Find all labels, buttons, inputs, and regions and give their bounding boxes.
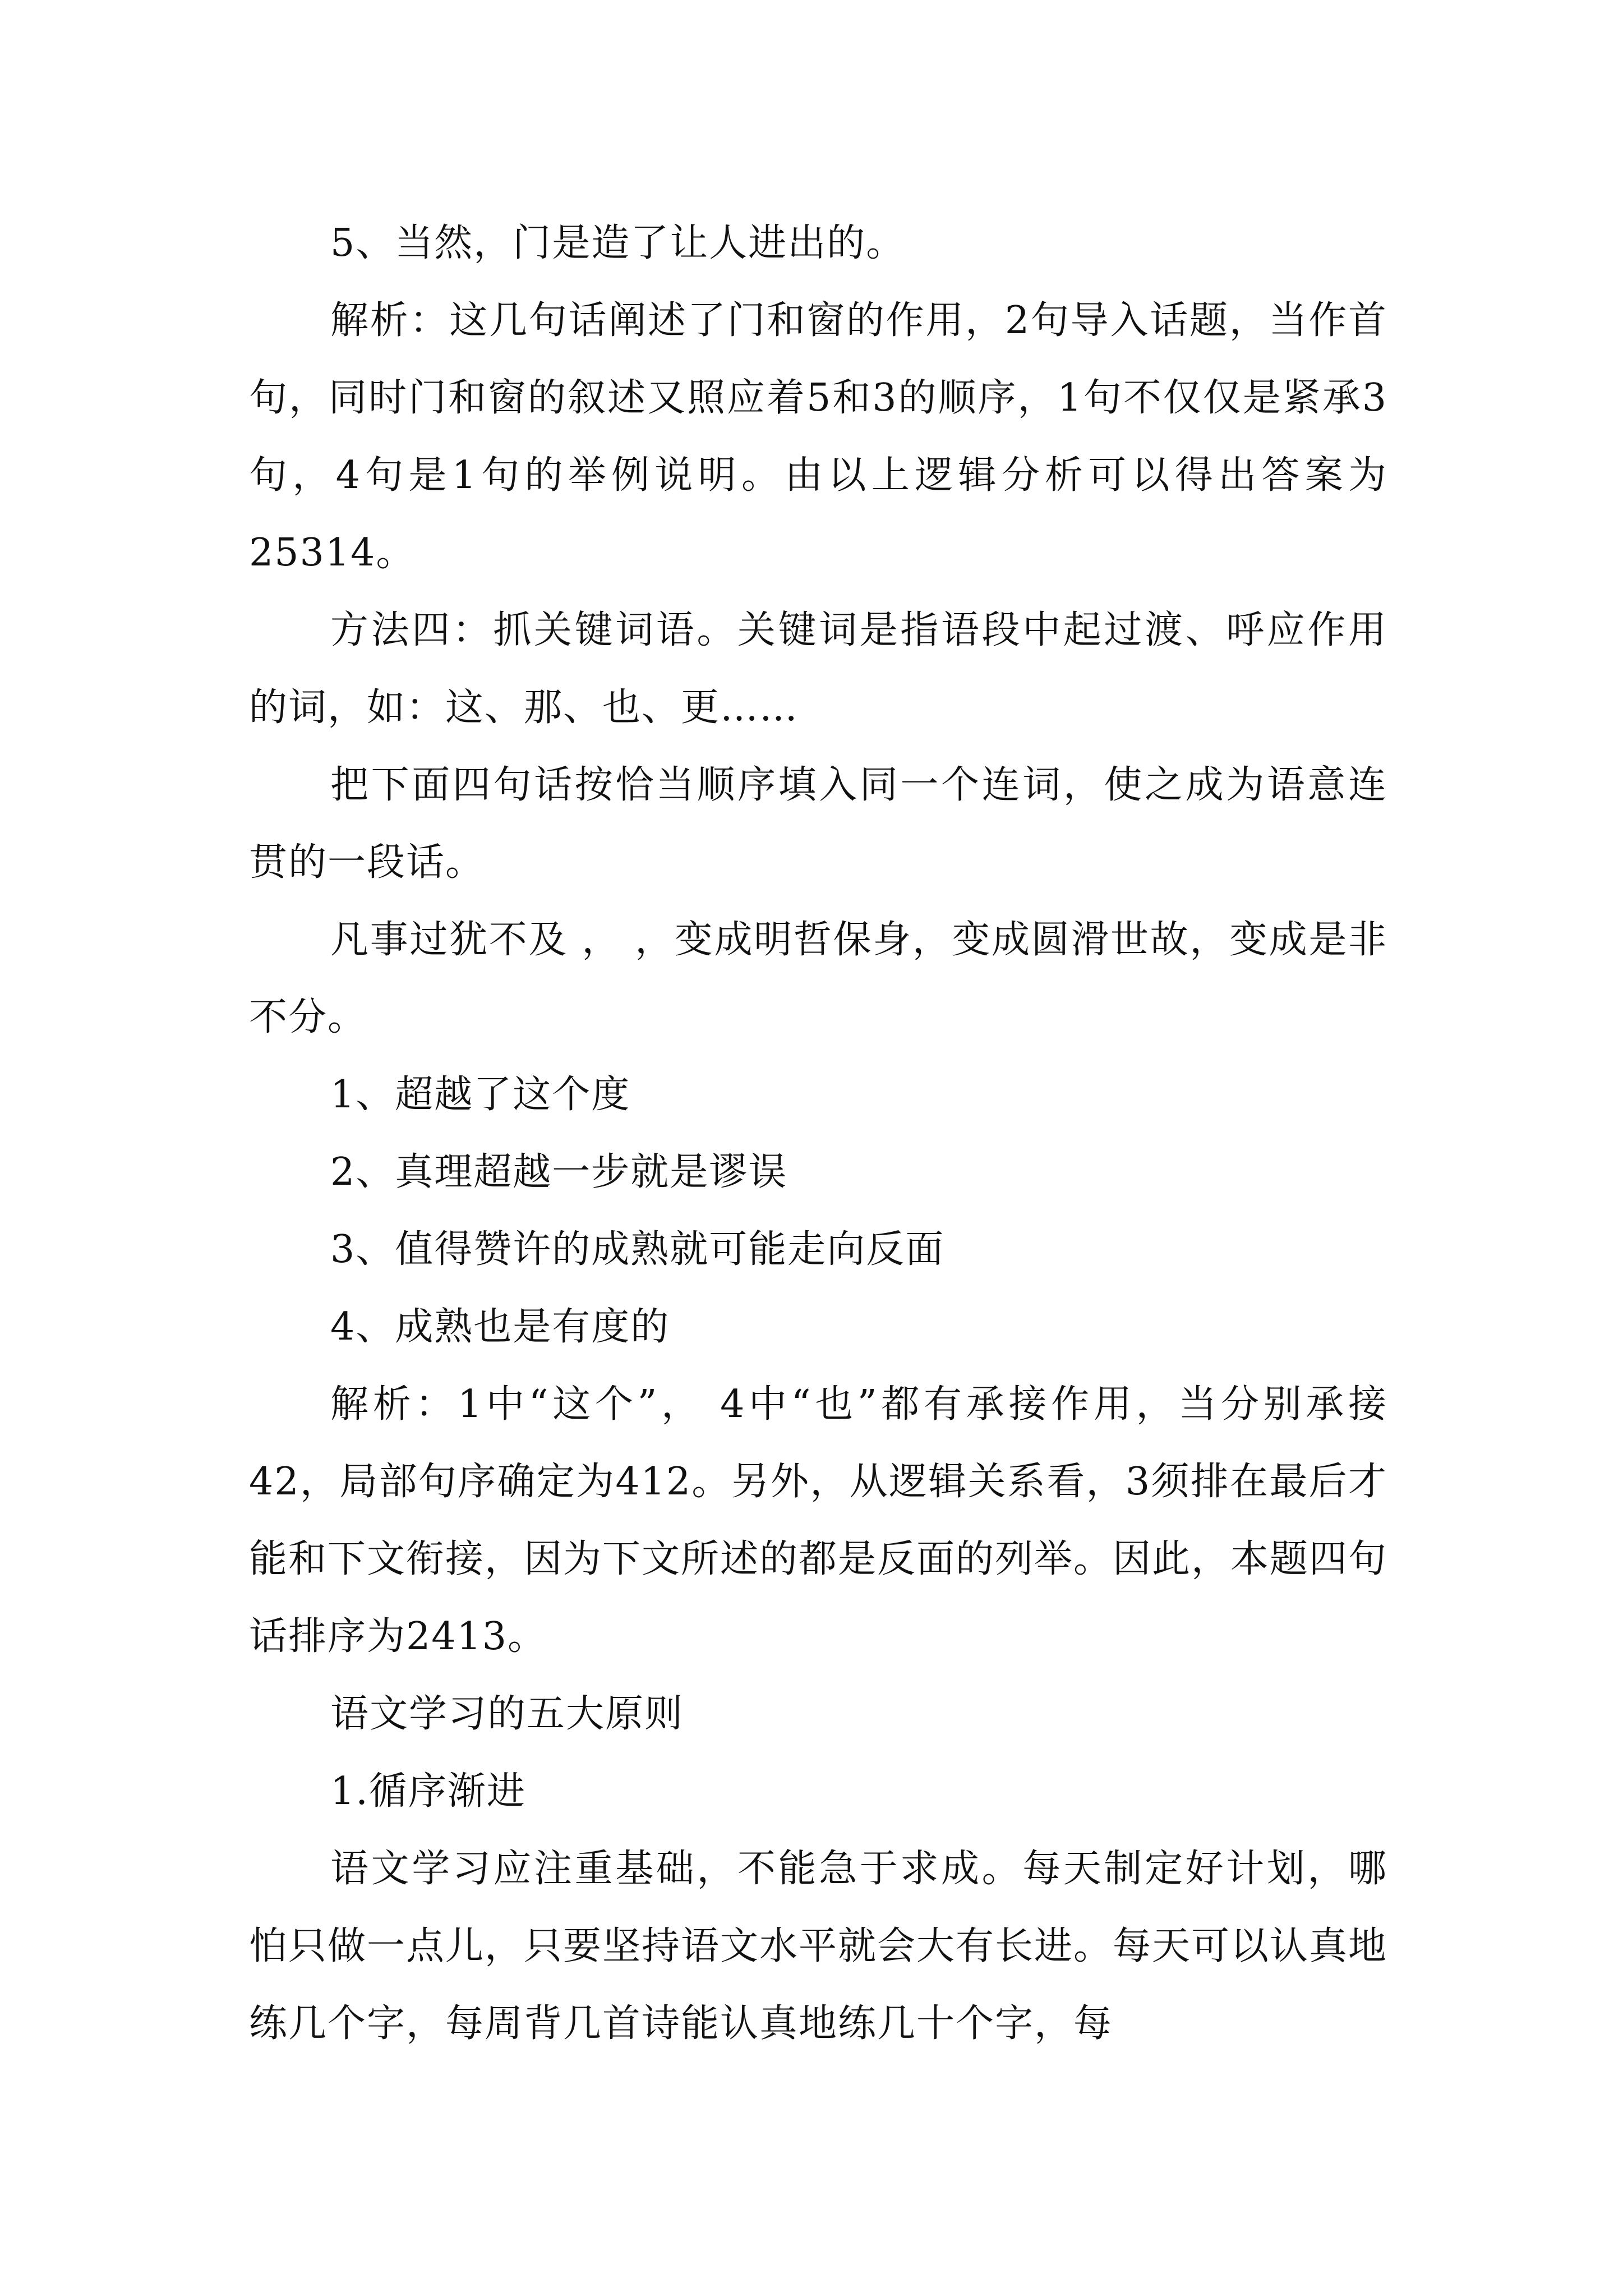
- exercise-analysis: 解析：1中“这个”， 4中“也”都有承接作用，当分别承接42，局部句序确定为412。另外，从逻辑关系看，3须排在最后才能和下文衔接，因为下文所述的都是反面的列举。因此，本题四句话排序为2413。: [249, 1382, 1388, 1659]
- option-3: 3、值得赞许的成熟就可能走向反面: [330, 1227, 945, 1272]
- method-four-paragraph: 方法四：抓关键词语。关键词是指语段中起过渡、呼应作用的词，如：这、那、也、更……: [249, 608, 1387, 730]
- principle-body-1: 语文学习应注重基础，不能急于求成。每天制定好计划，哪怕只做一点儿，只要坚持语文水平就会大有长进。每天可以认真地练几个字，每周背几首诗能认真地练几十个字，每: [249, 1847, 1388, 2046]
- option-1: 1、超越了这个度: [330, 1073, 631, 1117]
- exercise-sentence: 凡事过犹不及 ， ，变成明哲保身，变成圆滑世故，变成是非不分。: [249, 918, 1387, 1039]
- option-2: 2、真理超越一步就是谬误: [330, 1150, 788, 1194]
- option-4: 4、成熟也是有度的: [330, 1305, 670, 1349]
- principle-heading-1: 1.循序渐进: [330, 1769, 526, 1814]
- document-body: [249, 205, 1387, 2063]
- exercise-instruction: 把下面四句话按恰当顺序填入同一个连词，使之成为语意连贯的一段话。: [249, 763, 1387, 885]
- paragraph-item-5: 5、当然，门是造了让人进出的。: [330, 221, 906, 265]
- section-heading: 语文学习的五大原则: [330, 1692, 684, 1736]
- analysis-paragraph: 解析：这几句话阐述了门和窗的作用，2句导入话题，当作首句，同时门和窗的叙述又照应着5和3的顺序，1句不仅仅是紧承3句，4句是1句的举例说明。由以上逻辑分析可以得出答案为25314。: [249, 298, 1387, 575]
